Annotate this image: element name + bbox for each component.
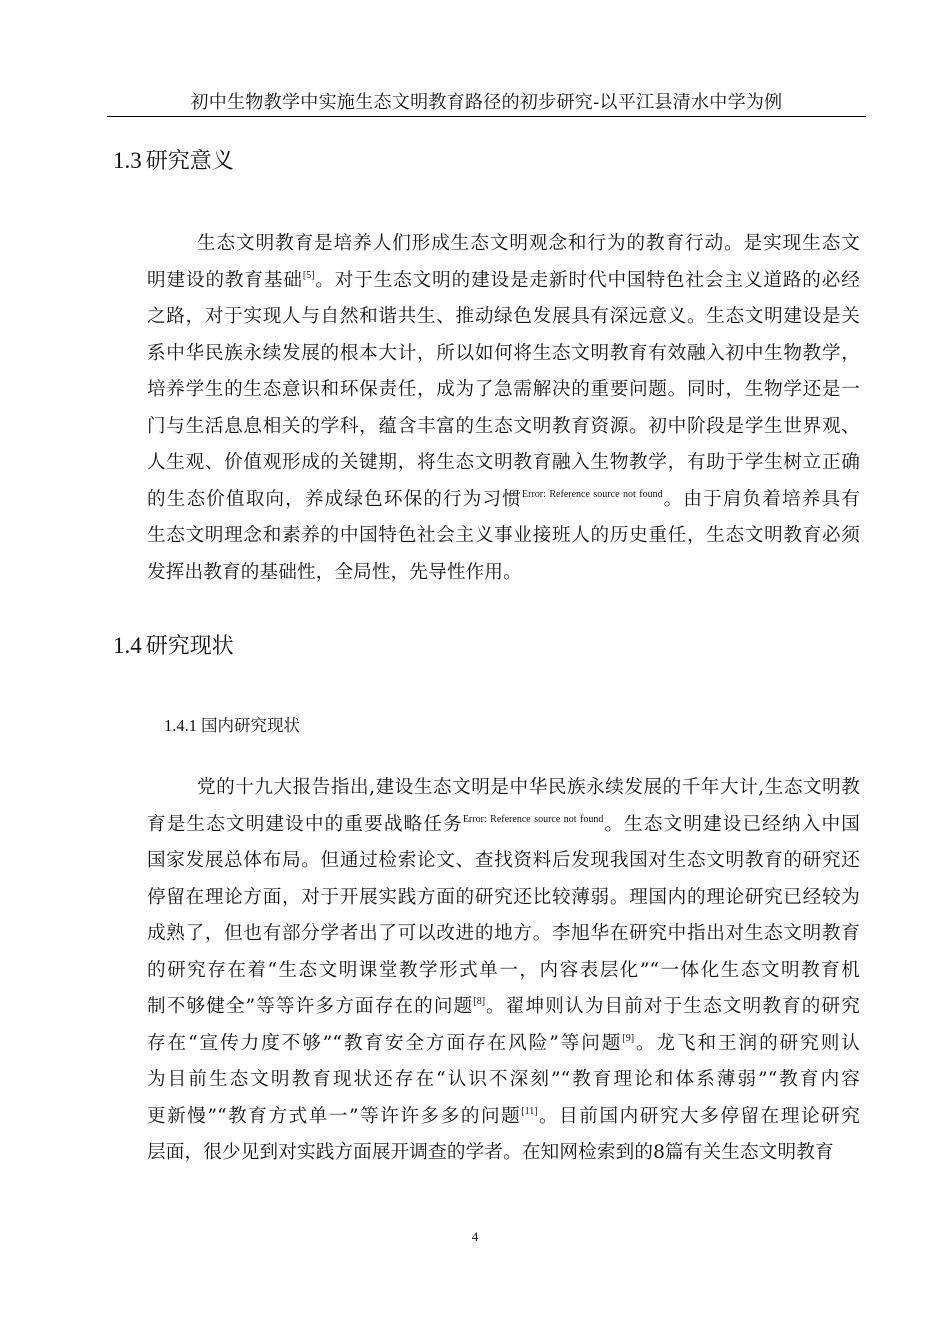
text-line xyxy=(147,555,860,592)
text-line xyxy=(147,807,860,844)
paragraph-research-significance xyxy=(147,226,860,591)
text-segment: 党的十九大报告指出,建设生态文明是中华民族永续发展的千年大计,生态文明教 xyxy=(197,777,860,798)
citation-marker: Error: Reference source not found xyxy=(522,488,663,500)
text-segment: 。翟坤则认为目前对于生态文明教育的研究 xyxy=(485,996,860,1017)
text-segment: 生态文明理念和素养的中国特色社会主义事业接班人的历史重任，生态文明教育必须 xyxy=(147,525,860,546)
text-segment: 制不够健全”等等许多方面存在的问题 xyxy=(147,996,474,1017)
text-segment: 的生态价值取向，养成绿色环保的行为习惯 xyxy=(147,488,523,510)
text-segment: 。由于肩负着培养具有 xyxy=(662,488,860,510)
heading-number: 1.4 xyxy=(113,633,142,658)
citation-marker: Error: Reference source not found xyxy=(462,813,604,825)
text-segment: 。对于生态文明的建设是走新时代中国特色社会主义道路的必经 xyxy=(314,269,861,291)
heading-title: 研究意义 xyxy=(145,149,234,174)
text-segment: 层面，很少见到对实践方面展开调查的学者。在知网检索到的8篇有关生态文明教育 xyxy=(147,1142,834,1163)
text-line xyxy=(147,263,860,300)
text-line xyxy=(147,372,860,409)
text-line xyxy=(147,1135,860,1172)
page-number: 4 xyxy=(471,1229,479,1244)
heading-title: 研究现状 xyxy=(145,634,234,659)
text-line xyxy=(147,843,860,880)
text-line xyxy=(147,1099,860,1136)
text-line xyxy=(147,482,860,519)
text-segment: 。目前国内研究大多停留在理论研究 xyxy=(537,1105,860,1127)
text-line xyxy=(147,770,860,807)
text-segment: 门与生活息息相关的学科，蕴含丰富的生态文明教育资源。初中阶段是学生世界观、 xyxy=(147,415,860,437)
heading-1-4 xyxy=(113,632,234,661)
text-segment: 生态文明教育是培养人们形成生态文明观念和行为的教育行动。是实现生态文 xyxy=(197,233,860,254)
citation-marker: [11] xyxy=(521,1105,538,1117)
text-line xyxy=(147,518,860,555)
text-segment: 育是生态文明建设中的重要战略任务 xyxy=(147,813,463,835)
text-segment: 国家发展总体布局。但通过检索论文、查找资料后发现我国对生态文明教育的研究还 xyxy=(147,850,860,871)
text-segment: 系中华民族永续发展的根本大计，所以如何将生态文明教育有效融入初中生物教学， xyxy=(147,342,860,364)
text-segment: 为目前生态文明教育现状还存在“认识不深刻”“教育理论和体系薄弱”“教育内容 xyxy=(147,1069,860,1090)
text-segment: 发挥出教育的基础性，全局性，先导性作用。 xyxy=(147,561,522,583)
text-segment: 人生观、价值观形成的关键期，将生态文明教育融入生物教学，有助于学生树立正确 xyxy=(147,452,860,473)
citation-marker: [9] xyxy=(622,1032,635,1044)
running-header-title: 初中生物教学中实施生态文明教育路径的初步研究-以平江县清水中学为例 xyxy=(190,92,783,113)
heading-1-4-1 xyxy=(164,715,300,737)
text-segment: 更新慢”“教育方式单一”等许许多多的问题 xyxy=(147,1105,522,1127)
text-line xyxy=(147,953,860,990)
text-segment: 。生态文明建设已经纳入中国 xyxy=(603,813,861,835)
text-segment: 成熟了，但也有部分学者出了可以改进的地方。李旭华在研究中指出对生态文明教育 xyxy=(147,923,860,944)
text-line xyxy=(147,226,860,263)
running-header xyxy=(107,92,866,117)
text-line xyxy=(147,299,860,336)
text-segment: 存在“宣传力度不够”“教育安全方面存在风险”等问题 xyxy=(147,1032,623,1054)
heading-number: 1.3 xyxy=(113,148,142,173)
text-line xyxy=(147,916,860,953)
heading-number: 1.4.1 xyxy=(164,716,197,735)
heading-title: 国内研究现状 xyxy=(201,716,300,735)
citation-marker: [8] xyxy=(473,996,486,1007)
text-segment: 培养学生的生态意识和环保责任，成为了急需解决的重要问题。同时，生物学还是一 xyxy=(147,379,860,400)
text-line xyxy=(147,1062,860,1099)
text-segment: 停留在理论方面，对于开展实践方面的研究还比较薄弱。理国内的理论研究已经较为 xyxy=(147,886,860,908)
text-segment: 明建设的教育基础 xyxy=(147,269,303,291)
citation-marker: [5] xyxy=(302,269,315,281)
text-segment: 之路，对于实现人与自然和谐共生、推动绿色发展具有深远意义。生态文明建设是关 xyxy=(147,306,860,327)
text-line xyxy=(147,445,860,482)
text-line xyxy=(147,409,860,446)
text-segment: 的研究存在着“生态文明课堂教学形式单一，内容表层化”“一体化生态文明教育机 xyxy=(147,959,860,981)
paragraph-domestic-research xyxy=(147,770,860,1172)
text-line xyxy=(147,1026,860,1063)
text-line xyxy=(147,989,860,1026)
heading-1-3 xyxy=(113,147,234,176)
text-line xyxy=(147,880,860,917)
text-line xyxy=(147,336,860,373)
text-segment: 。龙飞和王润的研究则认 xyxy=(634,1032,860,1054)
